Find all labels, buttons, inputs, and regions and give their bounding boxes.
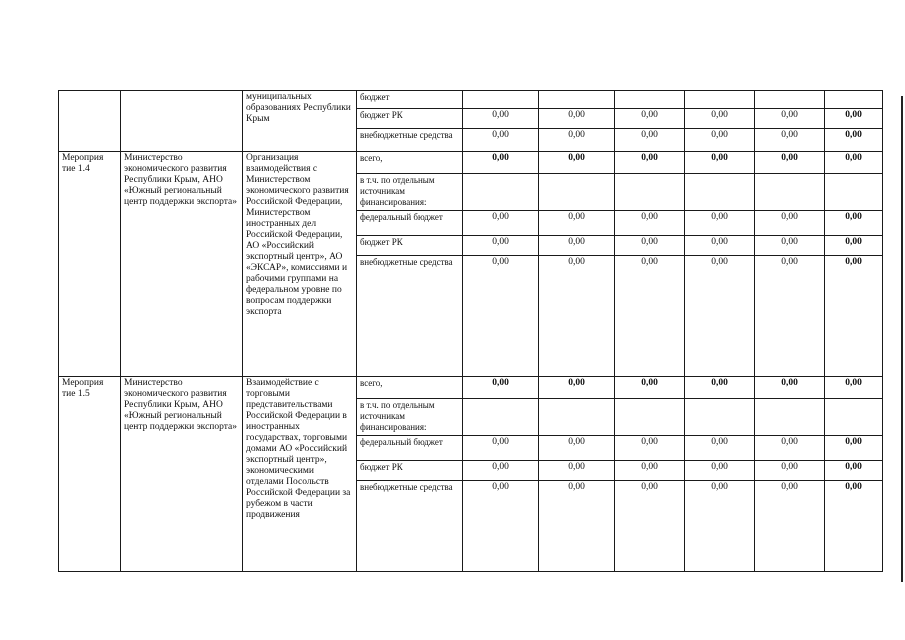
amount-cell: 0,00 bbox=[825, 436, 883, 461]
amount-cell: 0,00 bbox=[463, 236, 539, 256]
amount-cell: 0,00 bbox=[755, 436, 825, 461]
amount-cell: 0,00 bbox=[755, 236, 825, 256]
amount-cell: 0,00 bbox=[539, 152, 615, 174]
amount-cell: 0,00 bbox=[685, 152, 755, 174]
amount-cell: 0,00 bbox=[825, 256, 883, 377]
amount-cell: 0,00 bbox=[615, 461, 685, 481]
amount-cell: 0,00 bbox=[463, 377, 539, 399]
amount-cell: 0,00 bbox=[463, 129, 539, 152]
amount-cell: 0,00 bbox=[685, 377, 755, 399]
amount-cell: 0,00 bbox=[755, 461, 825, 481]
amount-cell: 0,00 bbox=[825, 377, 883, 399]
table-body bbox=[59, 91, 883, 572]
amount-cell bbox=[685, 174, 755, 211]
source-label: федеральный бюджет bbox=[357, 211, 463, 236]
amount-cell: 0,00 bbox=[539, 211, 615, 236]
amount-cell bbox=[539, 91, 615, 109]
amount-cell: 0,00 bbox=[755, 377, 825, 399]
amount-cell: 0,00 bbox=[685, 109, 755, 129]
measure-description: Взаимодействие с торговыми представительствами Российской Федерации в иностранных государствах, торговыми домами АО «Российский экспортный центр», экономическими отделами Посольств Российской Федерации за рубежом в части продвижения bbox=[243, 377, 357, 572]
amount-cell: 0,00 bbox=[539, 236, 615, 256]
source-label: всего, bbox=[357, 152, 463, 174]
amount-cell bbox=[539, 399, 615, 436]
amount-cell: 0,00 bbox=[825, 152, 883, 174]
amount-cell bbox=[615, 91, 685, 109]
amount-cell: 0,00 bbox=[685, 211, 755, 236]
source-label: федеральный бюджет bbox=[357, 436, 463, 461]
amount-cell bbox=[463, 91, 539, 109]
amount-cell: 0,00 bbox=[685, 236, 755, 256]
measure-executor: Министерство экономического развития Республики Крым, АНО «Южный региональный центр поддержки экспорта» bbox=[121, 152, 243, 377]
amount-cell: 0,00 bbox=[825, 129, 883, 152]
amount-cell: 0,00 bbox=[615, 256, 685, 377]
source-label: внебюджетные средства bbox=[357, 256, 463, 377]
table-row bbox=[59, 91, 883, 109]
amount-cell: 0,00 bbox=[615, 236, 685, 256]
source-label: внебюджетные средства bbox=[357, 481, 463, 572]
amount-cell bbox=[463, 399, 539, 436]
amount-cell: 0,00 bbox=[685, 129, 755, 152]
amount-cell: 0,00 bbox=[539, 256, 615, 377]
amount-cell: 0,00 bbox=[755, 129, 825, 152]
amount-cell: 0,00 bbox=[825, 109, 883, 129]
amount-cell: 0,00 bbox=[685, 256, 755, 377]
amount-cell: 0,00 bbox=[463, 109, 539, 129]
amount-cell: 0,00 bbox=[615, 129, 685, 152]
measure-code: Мероприя тие 1.5 bbox=[59, 377, 121, 572]
amount-cell bbox=[755, 399, 825, 436]
table-row bbox=[59, 377, 883, 399]
amount-cell: 0,00 bbox=[539, 481, 615, 572]
source-label: бюджет РК bbox=[357, 109, 463, 129]
source-label: в т.ч. по отдельным источникам финансирования: bbox=[357, 174, 463, 211]
source-label: всего, bbox=[357, 377, 463, 399]
amount-cell: 0,00 bbox=[539, 436, 615, 461]
source-label: в т.ч. по отдельным источникам финансирования: bbox=[357, 399, 463, 436]
amount-cell: 0,00 bbox=[825, 481, 883, 572]
amount-cell: 0,00 bbox=[615, 436, 685, 461]
executor-cell bbox=[121, 91, 243, 152]
amount-cell bbox=[463, 174, 539, 211]
amount-cell: 0,00 bbox=[825, 236, 883, 256]
amount-cell bbox=[539, 174, 615, 211]
measure-description: Организация взаимодействия с Министерством экономического развития Российской Федерации, Министерством иностранных дел Российской Федерации, АО «Российский экспортный центр», АО «ЭКСАР», комиссиями и рабочими группами на федеральном уровне по вопросам поддержки экспорта bbox=[243, 152, 357, 377]
source-label: бюджет bbox=[357, 91, 463, 109]
amount-cell bbox=[825, 91, 883, 109]
amount-cell: 0,00 bbox=[685, 461, 755, 481]
amount-cell: 0,00 bbox=[615, 481, 685, 572]
amount-cell bbox=[615, 174, 685, 211]
amount-cell: 0,00 bbox=[539, 461, 615, 481]
amount-cell: 0,00 bbox=[685, 481, 755, 572]
amount-cell: 0,00 bbox=[685, 436, 755, 461]
amount-cell: 0,00 bbox=[825, 461, 883, 481]
amount-cell: 0,00 bbox=[539, 109, 615, 129]
table-row bbox=[59, 152, 883, 174]
amount-cell: 0,00 bbox=[755, 109, 825, 129]
amount-cell bbox=[755, 174, 825, 211]
amount-cell: 0,00 bbox=[463, 481, 539, 572]
amount-cell: 0,00 bbox=[825, 211, 883, 236]
amount-cell: 0,00 bbox=[755, 211, 825, 236]
source-label: бюджет РК bbox=[357, 461, 463, 481]
amount-cell: 0,00 bbox=[539, 377, 615, 399]
amount-cell bbox=[685, 399, 755, 436]
amount-cell: 0,00 bbox=[615, 109, 685, 129]
amount-cell: 0,00 bbox=[755, 256, 825, 377]
amount-cell: 0,00 bbox=[755, 152, 825, 174]
amount-cell: 0,00 bbox=[463, 256, 539, 377]
amount-cell bbox=[825, 399, 883, 436]
code-cell bbox=[59, 91, 121, 152]
measure-executor: Министерство экономического развития Республики Крым, АНО «Южный региональный центр поддержки экспорта» bbox=[121, 377, 243, 572]
amount-cell: 0,00 bbox=[463, 152, 539, 174]
source-label: внебюджетные средства bbox=[357, 129, 463, 152]
amount-cell: 0,00 bbox=[463, 461, 539, 481]
amount-cell: 0,00 bbox=[463, 436, 539, 461]
financing-table bbox=[58, 90, 883, 572]
amount-cell: 0,00 bbox=[615, 377, 685, 399]
source-label: бюджет РК bbox=[357, 236, 463, 256]
measure-code: Мероприя тие 1.4 bbox=[59, 152, 121, 377]
amount-cell: 0,00 bbox=[463, 211, 539, 236]
amount-cell: 0,00 bbox=[615, 211, 685, 236]
amount-cell bbox=[615, 399, 685, 436]
description-cell: муниципальных образованиях Республики Крым bbox=[243, 91, 357, 152]
page-edge-line bbox=[901, 96, 903, 582]
amount-cell: 0,00 bbox=[755, 481, 825, 572]
amount-cell bbox=[755, 91, 825, 109]
amount-cell bbox=[825, 174, 883, 211]
amount-cell: 0,00 bbox=[539, 129, 615, 152]
amount-cell: 0,00 bbox=[615, 152, 685, 174]
amount-cell bbox=[685, 91, 755, 109]
